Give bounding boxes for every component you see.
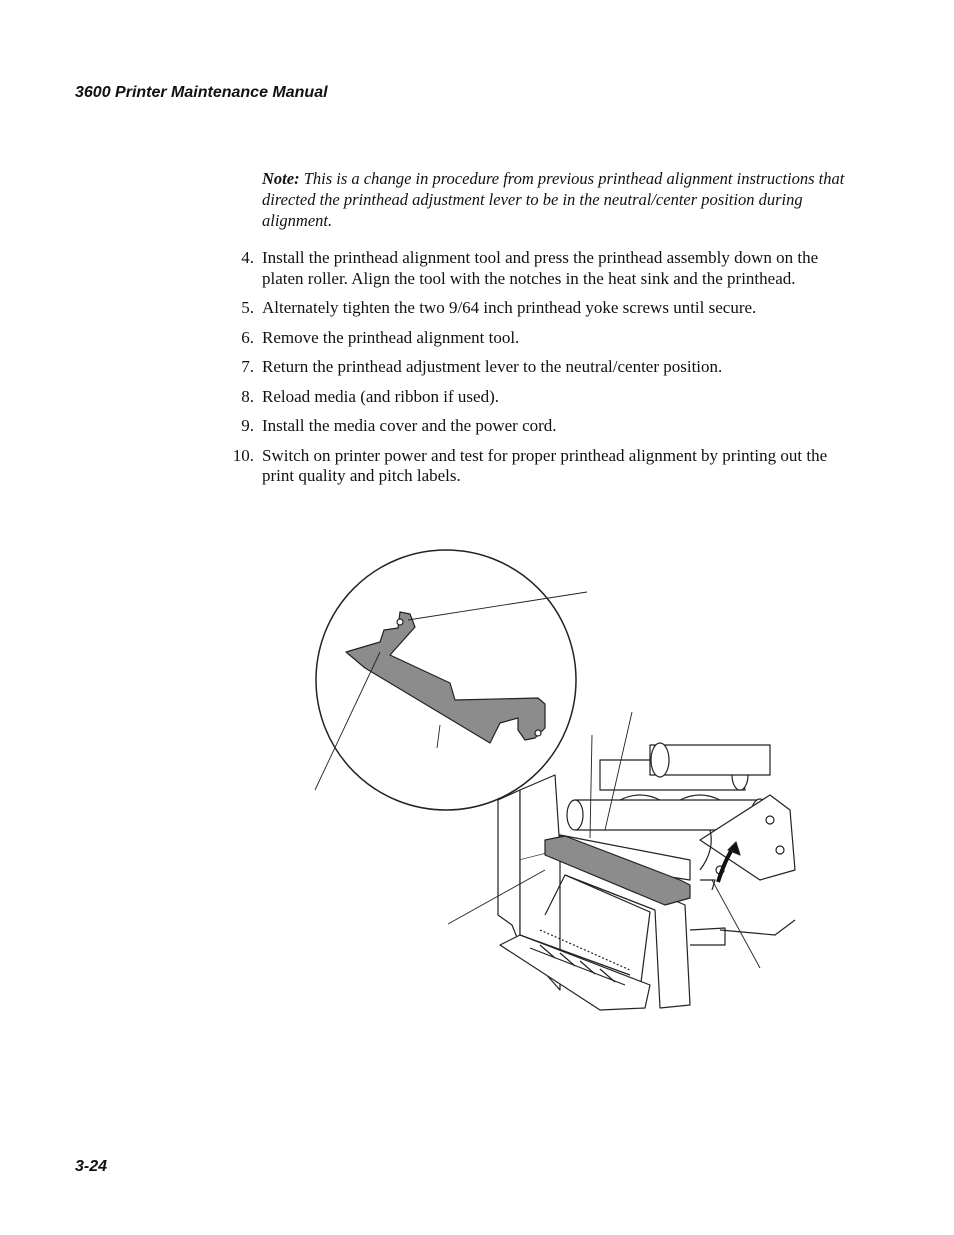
- list-item: [222, 298, 842, 319]
- procedure-steps: [222, 248, 842, 496]
- step-number: 10.: [232, 445, 254, 465]
- step-number: 7.: [241, 357, 254, 376]
- step-text: Reload media (and ribbon if used).: [262, 386, 499, 406]
- note-label: Note:: [262, 169, 300, 188]
- note-paragraph: [262, 168, 852, 231]
- step-text: Switch on printer power and test for proper printhead alignment by printing out the print quality and pitch labels.: [262, 445, 828, 485]
- list-item: [222, 416, 842, 437]
- list-item: [222, 248, 842, 289]
- step-number: 6.: [241, 327, 254, 347]
- step-text: Alternately tighten the two 9/64 inch printhead yoke screws until secure.: [262, 298, 757, 317]
- step-text: Return the printhead adjustment lever to the neutral/center position.: [262, 357, 723, 376]
- step-text: Remove the printhead alignment tool.: [262, 327, 520, 347]
- running-header: 3600 Printer Maintenance Manual: [75, 84, 328, 101]
- step-number: 5.: [241, 298, 254, 317]
- step-number: 9.: [241, 416, 254, 435]
- list-item: [222, 446, 842, 487]
- step-text: Install the media cover and the power cord.: [262, 416, 557, 435]
- step-number: 8.: [241, 386, 254, 406]
- step-text: Install the printhead alignment tool and press the printhead assembly down on the platen roller. Align the tool with the notches in the heat sink and the printhead.: [262, 248, 819, 288]
- note-text: This is a change in procedure from previous printhead alignment instructions that directed the printhead adjustment lever to be in the neutral/center position during alignment.: [262, 169, 845, 230]
- step-number: 4.: [241, 248, 254, 267]
- page-number: 3-24: [75, 1158, 108, 1175]
- list-item: [222, 387, 842, 408]
- list-item: [222, 357, 842, 378]
- list-item: [222, 328, 842, 349]
- detail-magnifier: [316, 550, 576, 810]
- media-cover: [500, 930, 650, 1010]
- printhead-alignment-illustration: [300, 540, 820, 1030]
